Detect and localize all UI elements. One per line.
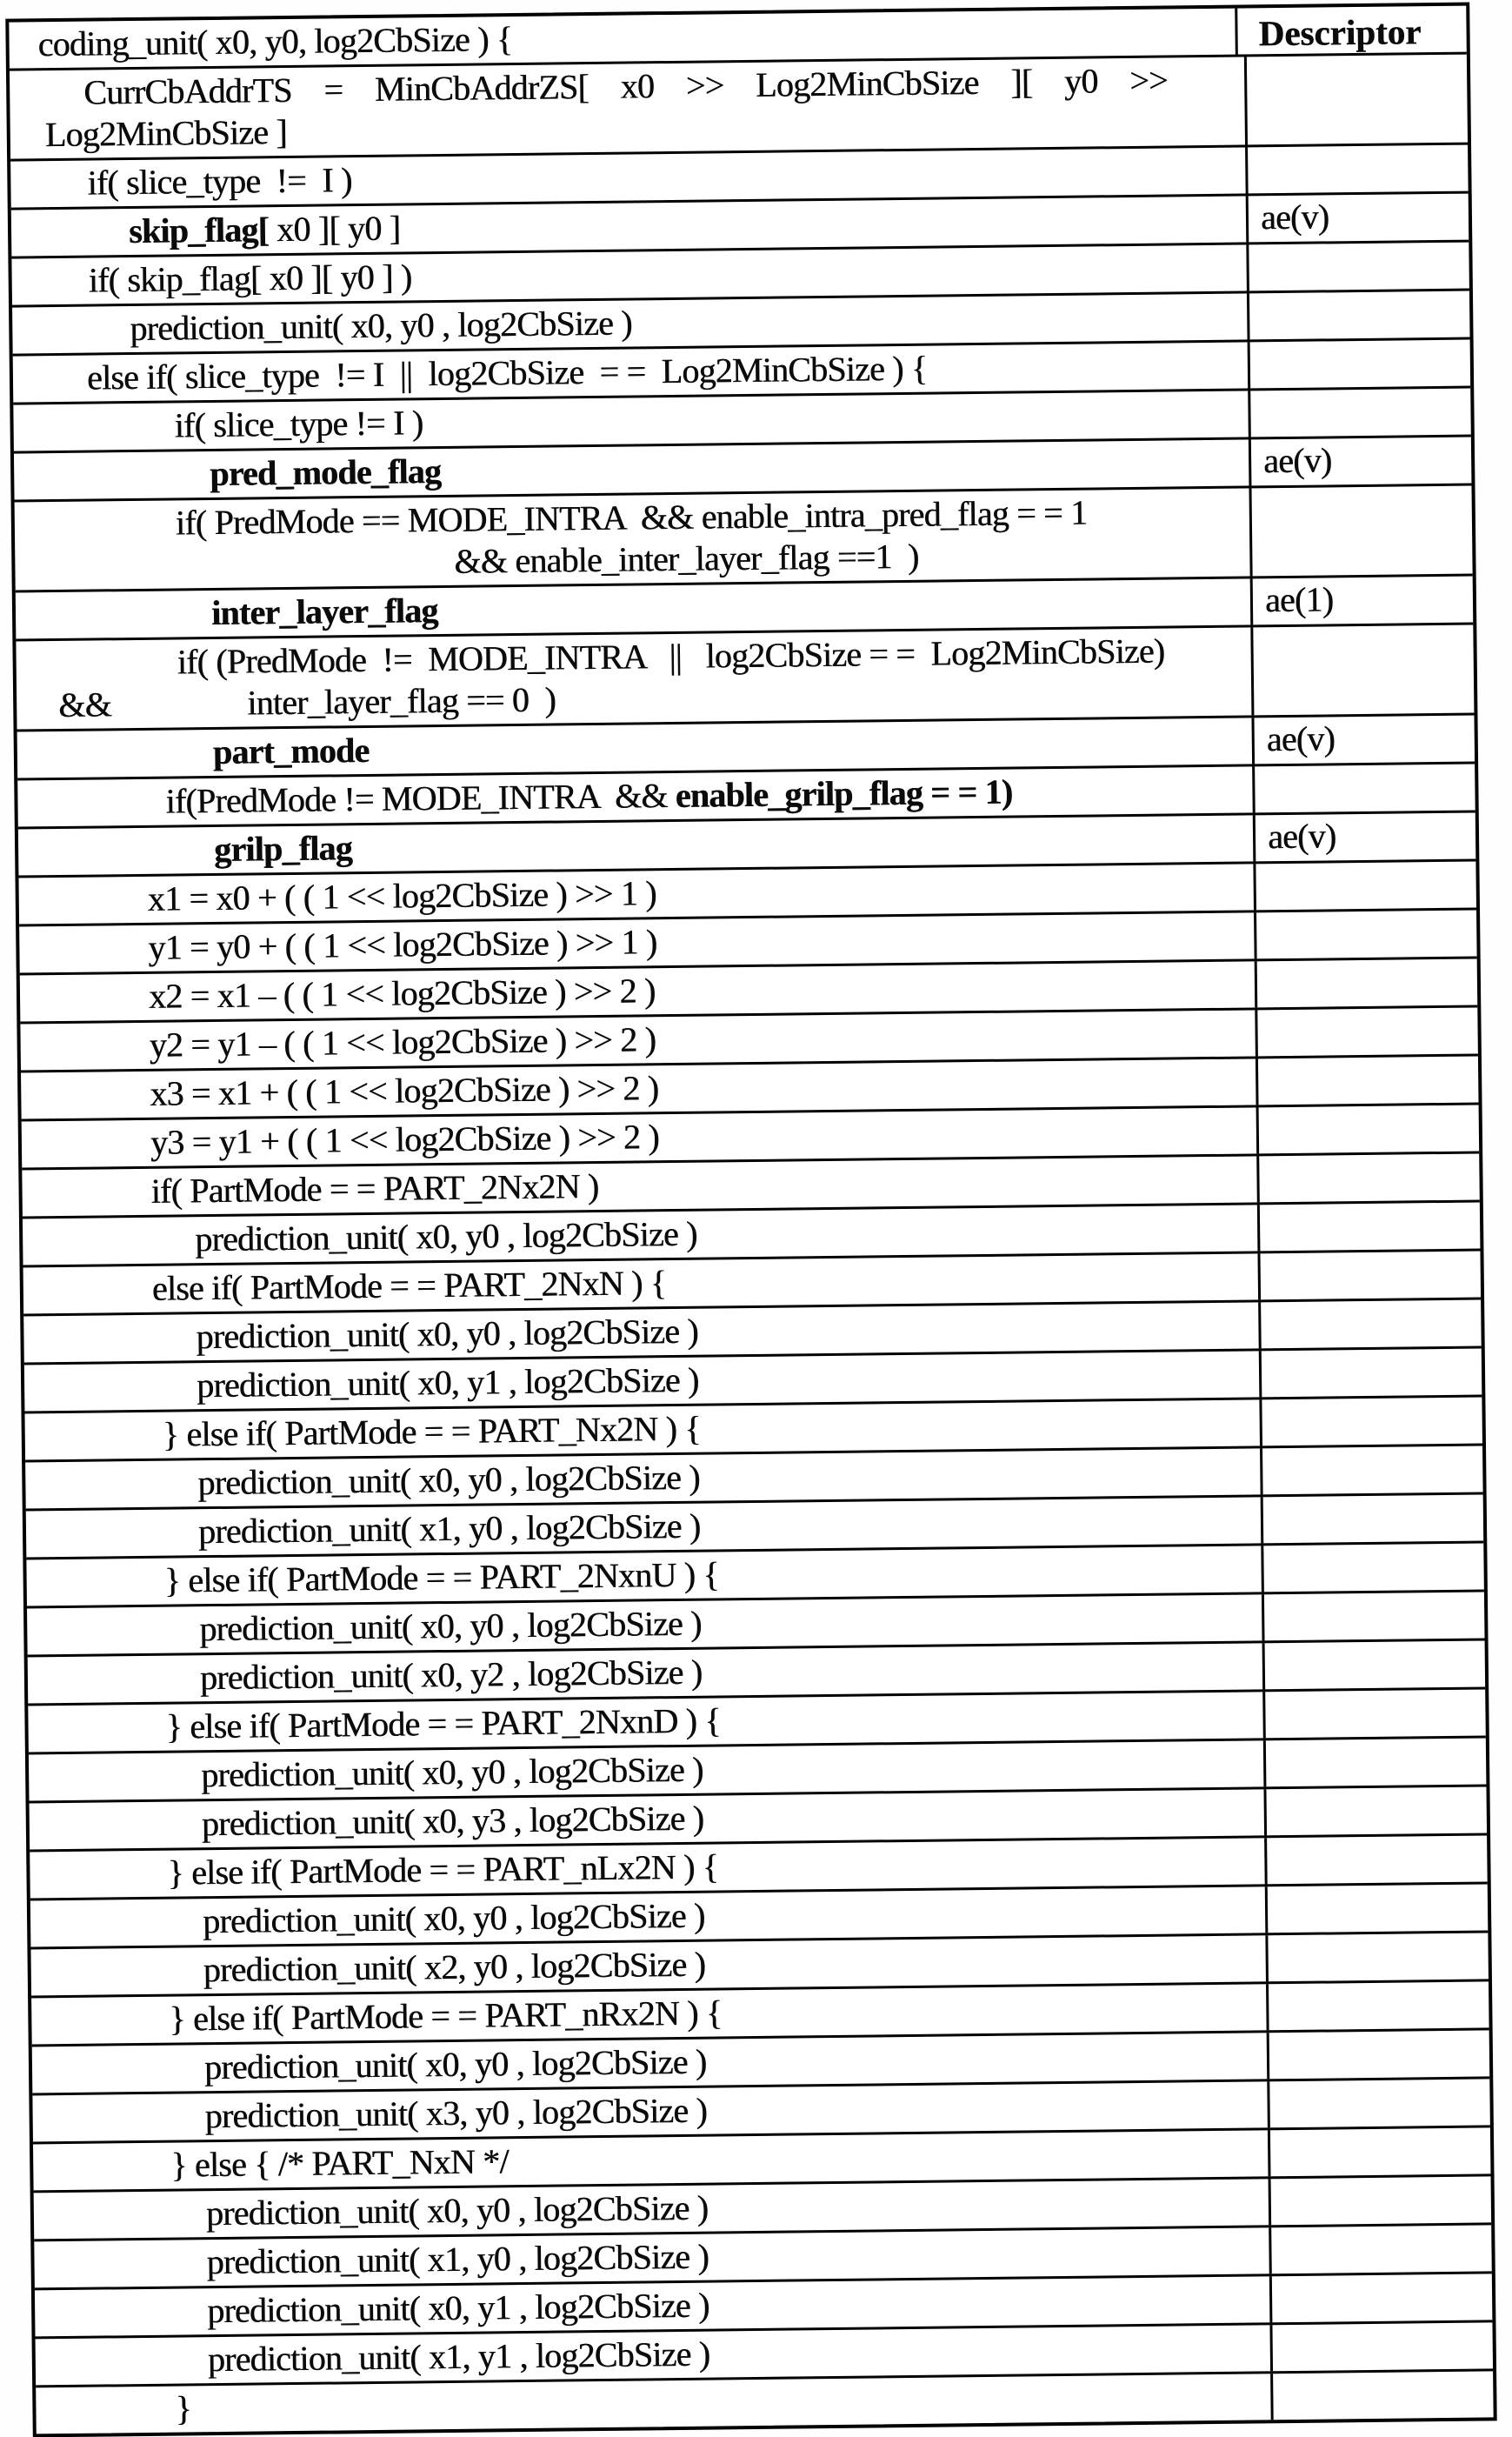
- syntax-line: CurrCbAddrTS = MinCbAddrZS[ x0 >> Log2MinCbSize ][ y0 >>: [83, 60, 1168, 112]
- descriptor-cell: [1248, 340, 1471, 389]
- descriptor-cell: [1257, 1202, 1481, 1251]
- syntax-line: } else if( PartMode = = PART_nLx2N ) {: [167, 1846, 719, 1893]
- syntax-line: if( skip_flag[ x0 ][ y0 ] ): [88, 257, 412, 300]
- syntax-line: }: [175, 2388, 192, 2428]
- descriptor-cell: [1261, 1494, 1484, 1543]
- syntax-line: prediction_unit( x0, y0 , log2CbSize ): [199, 1603, 702, 1649]
- descriptor-cell: [1265, 1884, 1489, 1933]
- syntax-line: coding_unit( x0, y0, log2CbSize ) {: [37, 19, 513, 64]
- table-row: [16, 623, 1474, 730]
- descriptor-cell: [1255, 1008, 1478, 1057]
- descriptor-cell: [1263, 1738, 1487, 1786]
- syntax-line: prediction_unit( x1, y1 , log2CbSize ): [207, 2334, 710, 2380]
- syntax-line: prediction_unit( x2, y0 , log2CbSize ): [203, 1944, 706, 1990]
- syntax-line: && inter_layer_flag == 0 ): [57, 679, 556, 724]
- descriptor-cell: [1254, 911, 1477, 959]
- syntax-line: skip_flag[ x0 ][ y0 ]: [128, 208, 401, 251]
- syntax-line: prediction_unit( x1, y0 , log2CbSize ): [206, 2236, 709, 2282]
- descriptor-cell: [1246, 243, 1469, 291]
- descriptor-cell: [1247, 291, 1470, 340]
- descriptor-cell: [1266, 1981, 1489, 2030]
- descriptor-cell: [1248, 389, 1471, 437]
- syntax-line: prediction_unit( x0, y0 , log2CbSize ): [203, 2041, 707, 2087]
- descriptor-cell: [1262, 1689, 1486, 1738]
- syntax-line: } else if( PartMode = = PART_2NxnU ) {: [163, 1554, 719, 1600]
- descriptor-cell: [1262, 1640, 1486, 1689]
- syntax-line: prediction_unit( x0, y0 , log2CbSize ): [197, 1457, 700, 1503]
- descriptor-cell: [1255, 959, 1478, 1008]
- descriptor-cell: [1262, 1592, 1485, 1640]
- syntax-line: prediction_unit( x3, y0 , log2CbSize ): [204, 2090, 708, 2136]
- syntax-line: x1 = x0 + ( ( 1 << log2CbSize ) >> 1 ): [147, 873, 656, 918]
- syntax-line: if( (PredMode != MODE_INTRA || log2CbSize = = Log2MinCbSize): [177, 631, 1165, 682]
- descriptor-cell: [1268, 2127, 1491, 2176]
- descriptor-cell: [1265, 1933, 1489, 1981]
- syntax-line: prediction_unit( x0, y2 , log2CbSize ): [199, 1652, 703, 1698]
- descriptor-cell: [1264, 1835, 1488, 1884]
- descriptor-cell: [1260, 1446, 1483, 1494]
- syntax-line: prediction_unit( x0, y0 , log2CbSize ): [205, 2187, 709, 2233]
- descriptor-cell: [1269, 2273, 1493, 2322]
- descriptor-cell: [1261, 1543, 1484, 1592]
- table-row: [15, 484, 1473, 591]
- syntax-cell: [10, 57, 1245, 158]
- syntax-line: } else if( PartMode = = PART_Nx2N ) {: [162, 1408, 701, 1454]
- descriptor-cell: ae(v): [1246, 194, 1469, 243]
- descriptor-cell: [1256, 1153, 1480, 1202]
- descriptor-cell: [1245, 145, 1469, 194]
- syntax-line: y1 = y0 + ( ( 1 << log2CbSize ) >> 1 ): [148, 922, 657, 967]
- table-row: [10, 52, 1468, 159]
- scan-skew-wrapper: [5, 3, 1496, 2437]
- descriptor-cell: ae(v): [1253, 813, 1476, 862]
- descriptor-cell: ae(v): [1251, 716, 1475, 764]
- syntax-line: x3 = x1 + ( ( 1 << log2CbSize ) >> 2 ): [150, 1068, 659, 1113]
- syntax-table: [5, 3, 1496, 2437]
- syntax-line: prediction_unit( x0, y0 , log2CbSize ): [196, 1311, 698, 1357]
- syntax-line: && enable_inter_layer_flag ==1 ): [454, 536, 919, 581]
- syntax-line: inter_layer_flag: [210, 591, 438, 632]
- syntax-cell: [15, 488, 1250, 590]
- syntax-line: else if( PartMode = = PART_2NxN ) {: [151, 1263, 667, 1308]
- descriptor-cell: [1267, 2079, 1490, 2127]
- descriptor-cell: [1263, 1786, 1487, 1835]
- descriptor-cell: ae(1): [1250, 577, 1474, 625]
- syntax-line: prediction_unit( x0, y3 , log2CbSize ): [201, 1798, 704, 1844]
- syntax-line: y3 = y1 + ( ( 1 << log2CbSize ) >> 2 ): [150, 1117, 660, 1162]
- syntax-line: if(PredMode != MODE_INTRA && enable_grilp_flag = = 1): [165, 771, 1013, 821]
- descriptor-cell: [1257, 1251, 1481, 1299]
- syntax-line: if( PartMode = = PART_2Nx2N ): [150, 1165, 599, 1211]
- descriptor-cell: [1259, 1348, 1482, 1397]
- syntax-line: prediction_unit( x0, y1 , log2CbSize ): [196, 1359, 699, 1405]
- syntax-line: } else { /* PART_NxN */: [170, 2141, 509, 2185]
- syntax-line: part_mode: [212, 730, 370, 771]
- syntax-line: } else if( PartMode = = PART_2NxnD ) {: [165, 1700, 721, 1746]
- syntax-line: prediction_unit( x0, y0 , log2CbSize ): [194, 1213, 697, 1259]
- syntax-line: pred_mode_flag: [209, 451, 442, 494]
- syntax-line: } else if( PartMode = = PART_nRx2N ) {: [169, 1993, 723, 2039]
- syntax-line: prediction_unit( x0, y0 , log2CbSize ): [202, 1895, 705, 1941]
- syntax-line: grilp_flag: [213, 828, 353, 869]
- syntax-line: if( PredMode == MODE_INTRA && enable_intra_pred_flag = = 1: [175, 492, 1088, 543]
- descriptor-cell: [1269, 2176, 1492, 2225]
- descriptor-cell: [1256, 1057, 1479, 1105]
- syntax-line: prediction_unit( x1, y0 , log2CbSize ): [197, 1506, 701, 1552]
- descriptor-cell: [1250, 625, 1474, 716]
- descriptor-cell: [1267, 2030, 1490, 2079]
- syntax-line: else if( slice_type != I || log2CbSize = = Log2MinCbSize ) {: [86, 348, 928, 397]
- descriptor-cell: [1249, 486, 1472, 577]
- descriptor-cell: [1269, 2225, 1492, 2273]
- descriptor-cell: [1259, 1397, 1482, 1446]
- syntax-line: Log2MinCbSize ]: [44, 111, 288, 155]
- descriptor-cell: ae(v): [1249, 437, 1472, 486]
- descriptor-cell: Descriptor: [1235, 6, 1467, 55]
- syntax-line: prediction_unit( x0, y0 , log2CbSize ): [200, 1749, 703, 1795]
- syntax-line: prediction_unit( x0, y0 , log2CbSize ): [130, 303, 632, 349]
- descriptor-cell: [1269, 2322, 1493, 2371]
- descriptor-cell: [1256, 1105, 1480, 1154]
- syntax-cell: [16, 627, 1251, 729]
- descriptor-cell: [1244, 55, 1468, 145]
- descriptor-cell: [1258, 1299, 1482, 1348]
- syntax-line: x2 = x1 – ( ( 1 << log2CbSize ) >> 2 ): [148, 971, 656, 1016]
- syntax-line: prediction_unit( x0, y1 , log2CbSize ): [206, 2285, 709, 2331]
- syntax-line: if( slice_type != I ): [87, 160, 352, 203]
- syntax-line: if( slice_type != I ): [174, 403, 423, 445]
- descriptor-cell: [1253, 862, 1476, 911]
- syntax-line: y2 = y1 – ( ( 1 << log2CbSize ) >> 2 ): [149, 1019, 656, 1065]
- descriptor-cell: [1270, 2371, 1494, 2420]
- descriptor-cell: [1252, 764, 1475, 813]
